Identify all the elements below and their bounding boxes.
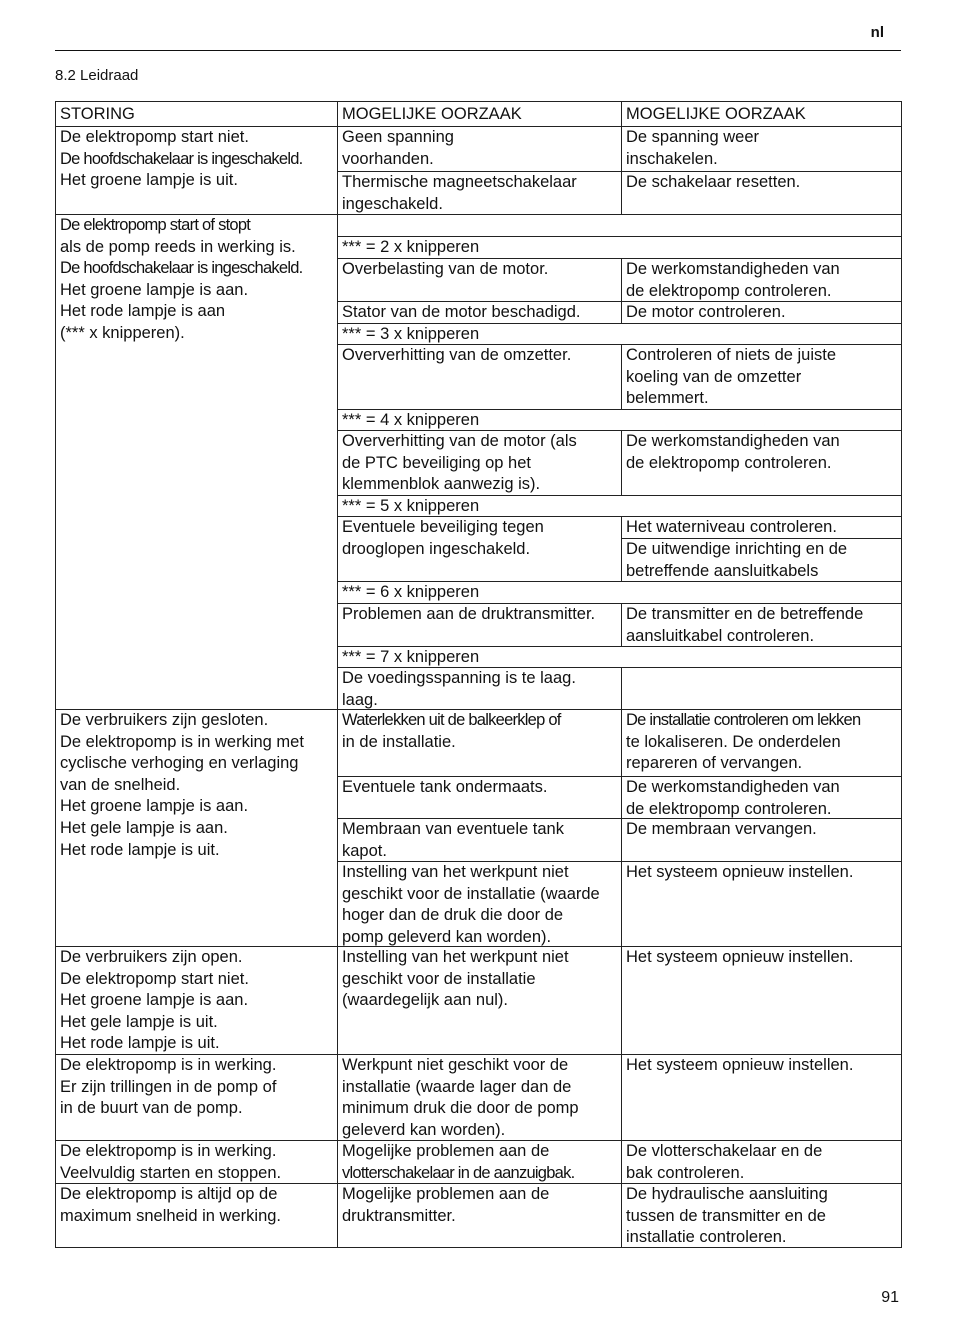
cell-line: in de installatie. [342, 732, 456, 751]
remedy-cell [621, 301, 902, 324]
cell-line: De transmitter en de betreffende [626, 605, 864, 623]
remedy-cell [621, 1140, 902, 1184]
cell-line: geleverd kan worden). [342, 1120, 506, 1139]
cell-line: De hoofdschakelaar is ingeschakeld. [60, 259, 303, 278]
fault-cell [55, 1054, 338, 1141]
cause-cell [337, 126, 622, 172]
cell-line: ingeschakeld. [342, 194, 443, 213]
cell-line: tussen de transmitter en de [626, 1206, 826, 1225]
cell-line: Het rode lampje is uit. [60, 840, 220, 859]
cause-cell [337, 818, 622, 862]
cause-header [337, 101, 622, 127]
cell-line: *** = 6 x knipperen [342, 583, 480, 601]
cell-line: laag. [342, 690, 378, 709]
cell-line: Het systeem opnieuw instellen. [626, 1056, 854, 1074]
blink-code-cell [337, 409, 902, 431]
cell-line: druktransmitter. [342, 1206, 456, 1225]
fault-cell [55, 126, 338, 215]
section-title: 8.2 Leidraad [55, 67, 139, 84]
cell-line: Stator van de motor beschadigd. [342, 303, 581, 321]
cell-line: de PTC beveiliging op het [342, 453, 531, 472]
storing-header [55, 101, 338, 127]
cell-line: minimum druk die door de pomp [342, 1099, 579, 1118]
cell-line: Controleren of niets de juiste [626, 346, 837, 364]
cell-line: Het gele lampje is uit. [60, 1012, 218, 1031]
cell-line: *** = 5 x knipperen [342, 497, 480, 515]
remedy-cell [621, 1054, 902, 1141]
cell-line: De werkomstandigheden van [626, 432, 840, 450]
cell-line: De werkomstandigheden van [626, 778, 840, 796]
fault-cell [55, 709, 338, 947]
cell-line: Waterlekken uit de balkeerklep of [342, 711, 561, 729]
blink-code-cell [337, 495, 902, 517]
cell-line: *** = 3 x knipperen [342, 325, 480, 343]
cell-line: Er zijn trillingen in de pomp of [60, 1077, 277, 1096]
cell-line: (*** x knipperen). [60, 323, 185, 342]
cell-line: De elektropomp start of stopt [60, 216, 251, 234]
cell-line: De schakelaar resetten. [626, 173, 801, 191]
cause-cell [337, 301, 622, 324]
cell-line: repareren of vervangen. [626, 754, 803, 773]
cell-line: Het rode lampje is uit. [60, 1034, 220, 1053]
cause-cell [337, 430, 622, 496]
cause-cell [337, 344, 622, 410]
cell-line: hoger dan de druk die door de [342, 906, 564, 925]
cell-line: Het gele lampje is aan. [60, 818, 228, 837]
cell-line: *** = 4 x knipperen [342, 411, 480, 429]
cell-line: Overbelasting van de motor. [342, 260, 549, 278]
cell-line: Het rode lampje is aan [60, 302, 226, 321]
cell-line: De elektropomp start niet. [60, 128, 249, 146]
cell-line: De hydraulische aansluiting [626, 1185, 828, 1203]
cause-cell [337, 776, 622, 819]
remedy-cell [621, 344, 902, 410]
cell-line: pomp geleverd kan worden). [342, 927, 552, 946]
cell-line: De elektropomp is in werking. [60, 1056, 277, 1074]
remedy-cell [621, 861, 902, 947]
language-code: nl [870, 24, 884, 41]
cell-line: als de pomp reeds in werking is. [60, 237, 296, 256]
cell-line: Membraan van eventuele tank [342, 820, 564, 838]
cell-line: Eventuele tank ondermaats. [342, 778, 548, 796]
troubleshooting-table [55, 101, 901, 1248]
remedy-header-label: MOGELIJKE OORZAAK [626, 105, 806, 123]
cell-line: De membraan vervangen. [626, 820, 817, 838]
cause-cell [337, 516, 622, 582]
cell-line: Instelling van het werkpunt niet [342, 863, 569, 881]
cell-line: De installatie controleren om lekken [626, 711, 861, 729]
cause-cell [337, 946, 622, 1055]
page-number: 91 [881, 1289, 899, 1306]
cell-line: aansluitkabel controleren. [626, 626, 815, 645]
cell-line: Het groene lampje is aan. [60, 280, 249, 299]
remedy-header [621, 101, 902, 127]
blink-code-cell [337, 581, 902, 604]
cell-line: bak controleren. [626, 1163, 745, 1182]
header-rule [55, 50, 901, 51]
fault-cell [55, 1140, 338, 1184]
cell-line: geschikt voor de installatie [342, 969, 536, 988]
cell-line: Eventuele beveiliging tegen [342, 518, 544, 536]
cell-line: belemmert. [626, 389, 709, 408]
cause-cell [337, 171, 622, 215]
cell-line: De voedingsspanning is te laag. [342, 669, 576, 687]
remedy-cell [621, 516, 902, 539]
remedy-cell [621, 258, 902, 302]
cell-line: voorhanden. [342, 149, 434, 168]
cell-line: De motor controleren. [626, 303, 786, 321]
cell-line: Geen spanning [342, 128, 454, 146]
cell-line: *** = 2 x knipperen [342, 238, 480, 256]
cell-line: Werkpunt niet geschikt voor de [342, 1056, 569, 1074]
cell-line: geschikt voor de installatie (waarde [342, 884, 600, 903]
cause-cell [337, 603, 622, 647]
remedy-cell [621, 603, 902, 647]
cell-line: de elektropomp controleren. [626, 281, 832, 300]
row-separator [337, 214, 902, 236]
cell-line: drooglopen ingeschakeld. [342, 539, 531, 558]
fault-cell [55, 946, 338, 1055]
cell-line: cyclische verhoging en verlaging [60, 754, 299, 773]
cell-line: (waardegelijk aan nul). [342, 991, 509, 1010]
cell-line: Het groene lampje is aan. [60, 991, 249, 1010]
cause-header-label: MOGELIJKE OORZAAK [342, 105, 522, 123]
cell-line: klemmenblok aanwezig is). [342, 475, 541, 494]
cell-line: Het systeem opnieuw instellen. [626, 863, 854, 881]
cell-line: Oververhitting van de motor (als [342, 432, 577, 450]
remedy-cell [621, 946, 902, 1055]
storing-header-label: STORING [60, 105, 135, 123]
cell-line: De elektropomp is altijd op de [60, 1185, 278, 1203]
fault-cell [55, 1183, 338, 1248]
cell-line: Thermische magneetschakelaar [342, 173, 577, 191]
remedy-cell [621, 538, 902, 582]
remedy-cell [621, 171, 902, 215]
cell-line: De elektropomp is in werking. [60, 1142, 277, 1160]
remedy-cell [621, 709, 902, 777]
cell-line: De elektropomp is in werking met [60, 732, 304, 751]
cell-line: De hoofdschakelaar is ingeschakeld. [60, 149, 303, 168]
cause-cell [337, 258, 622, 302]
cell-line: Het groene lampje is uit. [60, 171, 238, 190]
cell-line: Het systeem opnieuw instellen. [626, 948, 854, 966]
cell-line: maximum snelheid in werking. [60, 1206, 282, 1225]
cell-line: installatie controleren. [626, 1228, 787, 1247]
blink-code-cell [337, 323, 902, 345]
cell-line: De verbruikers zijn open. [60, 948, 243, 966]
blink-code-cell [337, 236, 902, 259]
cell-line: Oververhitting van de omzetter. [342, 346, 572, 364]
cell-line: Problemen aan de druktransmitter. [342, 605, 596, 623]
cell-line: Het groene lampje is aan. [60, 797, 249, 816]
cell-line: de elektropomp controleren. [626, 799, 832, 818]
cell-line: De uitwendige inrichting en de [626, 540, 848, 558]
cell-line: De elektropomp start niet. [60, 969, 249, 988]
cell-line: De verbruikers zijn gesloten. [60, 711, 269, 729]
cause-cell [337, 861, 622, 947]
cell-line: De vlotterschakelaar en de [626, 1142, 823, 1160]
remedy-cell [621, 1183, 902, 1248]
cell-line: de elektropomp controleren. [626, 453, 832, 472]
cell-line: in de buurt van de pomp. [60, 1099, 243, 1118]
cell-line: Veelvuldig starten en stoppen. [60, 1163, 282, 1182]
cause-cell [337, 1183, 622, 1248]
cause-cell [337, 667, 622, 710]
remedy-cell [621, 818, 902, 862]
cell-line: vlotterschakelaar in de aanzuigbak. [342, 1163, 575, 1182]
cell-line: kapot. [342, 841, 387, 860]
cell-line: Het waterniveau controleren. [626, 518, 837, 536]
cell-line: Mogelijke problemen aan de [342, 1142, 550, 1160]
cell-line: te lokaliseren. De onderdelen [626, 732, 841, 751]
cause-cell [337, 1140, 622, 1184]
remedy-cell [621, 430, 902, 496]
cell-line: De werkomstandigheden van [626, 260, 840, 278]
cause-cell [337, 1054, 622, 1141]
cell-line: Mogelijke problemen aan de [342, 1185, 550, 1203]
cell-line: koeling van de omzetter [626, 367, 802, 386]
remedy-cell [621, 776, 902, 819]
cell-line: *** = 7 x knipperen [342, 648, 480, 666]
cell-line: van de snelheid. [60, 775, 181, 794]
cell-line: Instelling van het werkpunt niet [342, 948, 569, 966]
remedy-cell [621, 667, 902, 710]
cell-line: De spanning weer [626, 128, 759, 146]
blink-code-cell [337, 646, 902, 668]
cell-line: installatie (waarde lager dan de [342, 1077, 572, 1096]
remedy-cell [621, 126, 902, 172]
cell-line: betreffende aansluitkabels [626, 561, 819, 580]
fault-cell [55, 214, 338, 710]
cell-line: inschakelen. [626, 149, 718, 168]
cause-cell [337, 709, 622, 777]
